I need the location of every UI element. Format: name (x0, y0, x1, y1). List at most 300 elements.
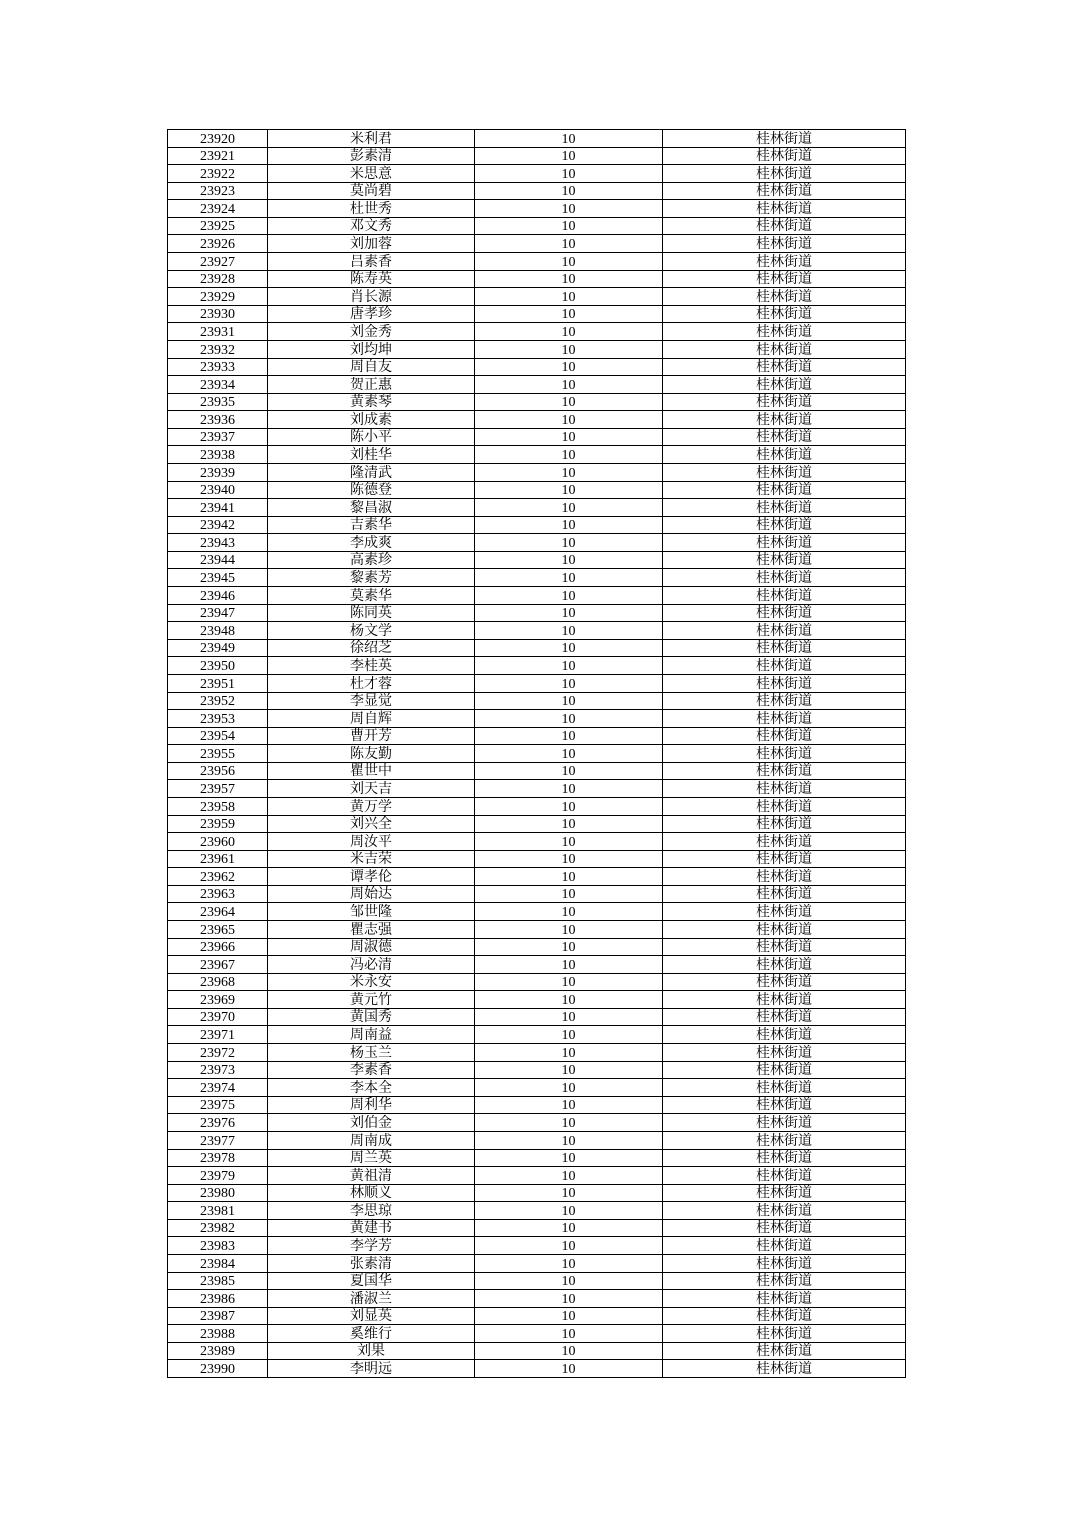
cell-area: 桂林街道 (663, 376, 906, 394)
cell-name: 米永安 (268, 973, 475, 991)
cell-name: 杨玉兰 (268, 1044, 475, 1062)
cell-id: 23928 (168, 270, 268, 288)
cell-amount: 10 (475, 797, 663, 815)
table-row (168, 1061, 906, 1079)
table-row (168, 481, 906, 499)
cell-id: 23970 (168, 1008, 268, 1026)
cell-id: 23923 (168, 182, 268, 200)
cell-id: 23976 (168, 1114, 268, 1132)
cell-amount: 10 (475, 253, 663, 271)
cell-name: 刘兴全 (268, 815, 475, 833)
cell-id: 23937 (168, 428, 268, 446)
table-row (168, 1272, 906, 1290)
cell-amount: 10 (475, 411, 663, 429)
cell-area: 桂林街道 (663, 305, 906, 323)
table-row (168, 1290, 906, 1308)
cell-name: 李成爽 (268, 534, 475, 552)
cell-id: 23925 (168, 217, 268, 235)
cell-id: 23935 (168, 393, 268, 411)
cell-id: 23926 (168, 235, 268, 253)
cell-name: 李本全 (268, 1079, 475, 1097)
cell-amount: 10 (475, 973, 663, 991)
cell-amount: 10 (475, 938, 663, 956)
table-row (168, 868, 906, 886)
cell-id: 23984 (168, 1255, 268, 1273)
cell-amount: 10 (475, 815, 663, 833)
cell-area: 桂林街道 (663, 1061, 906, 1079)
cell-name: 曹开芳 (268, 727, 475, 745)
cell-id: 23962 (168, 868, 268, 886)
cell-id: 23973 (168, 1061, 268, 1079)
cell-id: 23972 (168, 1044, 268, 1062)
cell-area: 桂林街道 (663, 797, 906, 815)
cell-name: 刘加蓉 (268, 235, 475, 253)
cell-id: 23975 (168, 1096, 268, 1114)
cell-area: 桂林街道 (663, 253, 906, 271)
cell-amount: 10 (475, 217, 663, 235)
cell-amount: 10 (475, 1360, 663, 1378)
cell-area: 桂林街道 (663, 235, 906, 253)
table-row (168, 622, 906, 640)
cell-amount: 10 (475, 534, 663, 552)
cell-id: 23948 (168, 622, 268, 640)
table-row (168, 657, 906, 675)
cell-area: 桂林街道 (663, 622, 906, 640)
table-row (168, 446, 906, 464)
cell-area: 桂林街道 (663, 499, 906, 517)
cell-name: 高素珍 (268, 551, 475, 569)
cell-name: 徐绍芝 (268, 639, 475, 657)
cell-amount: 10 (475, 376, 663, 394)
cell-area: 桂林街道 (663, 358, 906, 376)
cell-name: 杜世秀 (268, 200, 475, 218)
cell-name: 刘桂华 (268, 446, 475, 464)
cell-area: 桂林街道 (663, 657, 906, 675)
cell-id: 23955 (168, 745, 268, 763)
cell-id: 23985 (168, 1272, 268, 1290)
cell-id: 23940 (168, 481, 268, 499)
cell-area: 桂林街道 (663, 921, 906, 939)
cell-id: 23959 (168, 815, 268, 833)
cell-amount: 10 (475, 1237, 663, 1255)
cell-name: 陈同英 (268, 604, 475, 622)
cell-area: 桂林街道 (663, 956, 906, 974)
cell-id: 23930 (168, 305, 268, 323)
table-row (168, 710, 906, 728)
table-row (168, 1237, 906, 1255)
cell-name: 潘淑兰 (268, 1290, 475, 1308)
cell-name: 黄万学 (268, 797, 475, 815)
cell-name: 邓文秀 (268, 217, 475, 235)
cell-area: 桂林街道 (663, 1290, 906, 1308)
table-row (168, 411, 906, 429)
cell-area: 桂林街道 (663, 463, 906, 481)
cell-id: 23950 (168, 657, 268, 675)
table-row (168, 991, 906, 1009)
cell-amount: 10 (475, 481, 663, 499)
cell-id: 23932 (168, 340, 268, 358)
cell-area: 桂林街道 (663, 516, 906, 534)
table-row (168, 288, 906, 306)
table-row (168, 780, 906, 798)
cell-area: 桂林街道 (663, 1167, 906, 1185)
table-row (168, 499, 906, 517)
cell-name: 周淑德 (268, 938, 475, 956)
cell-area: 桂林街道 (663, 727, 906, 745)
cell-name: 陈德登 (268, 481, 475, 499)
cell-name: 周南成 (268, 1131, 475, 1149)
cell-amount: 10 (475, 1184, 663, 1202)
cell-name: 周兰英 (268, 1149, 475, 1167)
cell-name: 冯必清 (268, 956, 475, 974)
table-row (168, 551, 906, 569)
cell-amount: 10 (475, 850, 663, 868)
table-row (168, 200, 906, 218)
cell-amount: 10 (475, 727, 663, 745)
cell-area: 桂林街道 (663, 569, 906, 587)
table-row (168, 1044, 906, 1062)
cell-area: 桂林街道 (663, 833, 906, 851)
cell-amount: 10 (475, 1026, 663, 1044)
cell-area: 桂林街道 (663, 745, 906, 763)
cell-amount: 10 (475, 182, 663, 200)
cell-name: 贺正惠 (268, 376, 475, 394)
table-row (168, 1255, 906, 1273)
table-row (168, 833, 906, 851)
table-row (168, 235, 906, 253)
table-row (168, 674, 906, 692)
table-row (168, 376, 906, 394)
table-row (168, 1008, 906, 1026)
cell-name: 黄祖清 (268, 1167, 475, 1185)
cell-name: 李素香 (268, 1061, 475, 1079)
cell-amount: 10 (475, 305, 663, 323)
cell-name: 莫尚碧 (268, 182, 475, 200)
data-table (167, 129, 906, 1378)
table-row (168, 1079, 906, 1097)
cell-name: 周始达 (268, 885, 475, 903)
table-row (168, 569, 906, 587)
cell-id: 23920 (168, 130, 268, 148)
table-row (168, 393, 906, 411)
cell-id: 23941 (168, 499, 268, 517)
cell-id: 23990 (168, 1360, 268, 1378)
cell-id: 23945 (168, 569, 268, 587)
cell-id: 23934 (168, 376, 268, 394)
table-row (168, 516, 906, 534)
cell-id: 23957 (168, 780, 268, 798)
cell-area: 桂林街道 (663, 692, 906, 710)
table-row (168, 1325, 906, 1343)
table-row (168, 797, 906, 815)
cell-name: 黄元竹 (268, 991, 475, 1009)
cell-area: 桂林街道 (663, 200, 906, 218)
cell-id: 23968 (168, 973, 268, 991)
cell-name: 杨文学 (268, 622, 475, 640)
table-row (168, 182, 906, 200)
cell-id: 23936 (168, 411, 268, 429)
table-row (168, 1131, 906, 1149)
cell-area: 桂林街道 (663, 182, 906, 200)
cell-id: 23953 (168, 710, 268, 728)
cell-name: 刘显英 (268, 1307, 475, 1325)
table-row (168, 358, 906, 376)
cell-name: 黄国秀 (268, 1008, 475, 1026)
cell-amount: 10 (475, 692, 663, 710)
cell-name: 李明远 (268, 1360, 475, 1378)
table-row (168, 762, 906, 780)
table-row (168, 1360, 906, 1378)
cell-id: 23952 (168, 692, 268, 710)
cell-area: 桂林街道 (663, 411, 906, 429)
cell-id: 23927 (168, 253, 268, 271)
cell-name: 刘天吉 (268, 780, 475, 798)
cell-id: 23956 (168, 762, 268, 780)
cell-amount: 10 (475, 200, 663, 218)
cell-amount: 10 (475, 270, 663, 288)
cell-id: 23988 (168, 1325, 268, 1343)
cell-amount: 10 (475, 1096, 663, 1114)
cell-amount: 10 (475, 587, 663, 605)
cell-amount: 10 (475, 1307, 663, 1325)
cell-name: 吕素香 (268, 253, 475, 271)
cell-amount: 10 (475, 1061, 663, 1079)
cell-name: 李显觉 (268, 692, 475, 710)
cell-amount: 10 (475, 1272, 663, 1290)
cell-amount: 10 (475, 1342, 663, 1360)
cell-name: 刘均坤 (268, 340, 475, 358)
cell-area: 桂林街道 (663, 973, 906, 991)
cell-id: 23951 (168, 674, 268, 692)
cell-id: 23922 (168, 165, 268, 183)
cell-amount: 10 (475, 1008, 663, 1026)
cell-name: 黄建书 (268, 1219, 475, 1237)
table-row (168, 604, 906, 622)
cell-id: 23971 (168, 1026, 268, 1044)
cell-id: 23966 (168, 938, 268, 956)
cell-id: 23979 (168, 1167, 268, 1185)
cell-area: 桂林街道 (663, 587, 906, 605)
cell-id: 23980 (168, 1184, 268, 1202)
cell-area: 桂林街道 (663, 815, 906, 833)
table-row (168, 903, 906, 921)
cell-area: 桂林街道 (663, 1307, 906, 1325)
cell-id: 23963 (168, 885, 268, 903)
cell-area: 桂林街道 (663, 604, 906, 622)
cell-amount: 10 (475, 1114, 663, 1132)
cell-amount: 10 (475, 393, 663, 411)
cell-name: 谭孝伦 (268, 868, 475, 886)
cell-area: 桂林街道 (663, 710, 906, 728)
cell-amount: 10 (475, 903, 663, 921)
cell-amount: 10 (475, 710, 663, 728)
cell-id: 23944 (168, 551, 268, 569)
table-row (168, 745, 906, 763)
cell-name: 吉素华 (268, 516, 475, 534)
cell-name: 陈小平 (268, 428, 475, 446)
table-row (168, 253, 906, 271)
cell-id: 23958 (168, 797, 268, 815)
cell-area: 桂林街道 (663, 1184, 906, 1202)
cell-amount: 10 (475, 1325, 663, 1343)
cell-name: 彭素清 (268, 147, 475, 165)
cell-area: 桂林街道 (663, 938, 906, 956)
cell-id: 23981 (168, 1202, 268, 1220)
cell-name: 莫素华 (268, 587, 475, 605)
cell-id: 23933 (168, 358, 268, 376)
cell-area: 桂林街道 (663, 1342, 906, 1360)
cell-area: 桂林街道 (663, 1202, 906, 1220)
cell-name: 邹世隆 (268, 903, 475, 921)
cell-area: 桂林街道 (663, 762, 906, 780)
cell-amount: 10 (475, 833, 663, 851)
cell-amount: 10 (475, 622, 663, 640)
cell-area: 桂林街道 (663, 393, 906, 411)
cell-id: 23983 (168, 1237, 268, 1255)
cell-name: 周南益 (268, 1026, 475, 1044)
cell-area: 桂林街道 (663, 1044, 906, 1062)
cell-id: 23949 (168, 639, 268, 657)
cell-area: 桂林街道 (663, 903, 906, 921)
cell-area: 桂林街道 (663, 481, 906, 499)
cell-id: 23982 (168, 1219, 268, 1237)
cell-area: 桂林街道 (663, 1008, 906, 1026)
cell-area: 桂林街道 (663, 288, 906, 306)
table-row (168, 270, 906, 288)
cell-amount: 10 (475, 147, 663, 165)
cell-id: 23978 (168, 1149, 268, 1167)
cell-area: 桂林街道 (663, 270, 906, 288)
cell-amount: 10 (475, 1255, 663, 1273)
cell-amount: 10 (475, 569, 663, 587)
cell-area: 桂林街道 (663, 780, 906, 798)
cell-area: 桂林街道 (663, 428, 906, 446)
cell-name: 隆清武 (268, 463, 475, 481)
cell-name: 刘果 (268, 1342, 475, 1360)
cell-area: 桂林街道 (663, 674, 906, 692)
cell-amount: 10 (475, 499, 663, 517)
table-row (168, 956, 906, 974)
cell-area: 桂林街道 (663, 868, 906, 886)
cell-name: 周利华 (268, 1096, 475, 1114)
cell-amount: 10 (475, 235, 663, 253)
cell-name: 刘金秀 (268, 323, 475, 341)
cell-area: 桂林街道 (663, 147, 906, 165)
cell-amount: 10 (475, 428, 663, 446)
cell-amount: 10 (475, 1167, 663, 1185)
table-row (168, 323, 906, 341)
table-row (168, 1167, 906, 1185)
cell-id: 23931 (168, 323, 268, 341)
cell-amount: 10 (475, 885, 663, 903)
cell-id: 23939 (168, 463, 268, 481)
table-row (168, 727, 906, 745)
cell-area: 桂林街道 (663, 885, 906, 903)
cell-area: 桂林街道 (663, 1149, 906, 1167)
cell-area: 桂林街道 (663, 639, 906, 657)
table-row (168, 147, 906, 165)
cell-id: 23938 (168, 446, 268, 464)
cell-name: 黎昌淑 (268, 499, 475, 517)
cell-amount: 10 (475, 1290, 663, 1308)
table-row (168, 921, 906, 939)
cell-area: 桂林街道 (663, 534, 906, 552)
cell-area: 桂林街道 (663, 850, 906, 868)
table-row (168, 534, 906, 552)
cell-id: 23964 (168, 903, 268, 921)
cell-id: 23921 (168, 147, 268, 165)
cell-name: 刘成素 (268, 411, 475, 429)
table-body (168, 130, 906, 1378)
table-row (168, 1114, 906, 1132)
cell-area: 桂林街道 (663, 323, 906, 341)
cell-area: 桂林街道 (663, 1219, 906, 1237)
table-row (168, 692, 906, 710)
table-row (168, 340, 906, 358)
table-row (168, 1342, 906, 1360)
table-row (168, 165, 906, 183)
cell-amount: 10 (475, 516, 663, 534)
cell-amount: 10 (475, 463, 663, 481)
table-row (168, 1307, 906, 1325)
cell-area: 桂林街道 (663, 1255, 906, 1273)
cell-area: 桂林街道 (663, 340, 906, 358)
cell-area: 桂林街道 (663, 130, 906, 148)
cell-id: 23989 (168, 1342, 268, 1360)
cell-amount: 10 (475, 358, 663, 376)
cell-area: 桂林街道 (663, 1360, 906, 1378)
cell-name: 陈寿英 (268, 270, 475, 288)
cell-name: 肖长源 (268, 288, 475, 306)
cell-name: 瞿志强 (268, 921, 475, 939)
cell-amount: 10 (475, 868, 663, 886)
cell-id: 23960 (168, 833, 268, 851)
cell-area: 桂林街道 (663, 217, 906, 235)
cell-id: 23946 (168, 587, 268, 605)
cell-name: 李思琼 (268, 1202, 475, 1220)
cell-name: 李桂英 (268, 657, 475, 675)
cell-area: 桂林街道 (663, 446, 906, 464)
table-row (168, 305, 906, 323)
cell-amount: 10 (475, 657, 663, 675)
cell-amount: 10 (475, 921, 663, 939)
cell-id: 23974 (168, 1079, 268, 1097)
cell-name: 周自辉 (268, 710, 475, 728)
cell-amount: 10 (475, 745, 663, 763)
cell-id: 23929 (168, 288, 268, 306)
table-row (168, 973, 906, 991)
cell-id: 23965 (168, 921, 268, 939)
table-row (168, 1026, 906, 1044)
table-row (168, 885, 906, 903)
cell-area: 桂林街道 (663, 551, 906, 569)
cell-id: 23987 (168, 1307, 268, 1325)
table-row (168, 938, 906, 956)
table-row (168, 1219, 906, 1237)
table-row (168, 587, 906, 605)
cell-area: 桂林街道 (663, 1079, 906, 1097)
cell-amount: 10 (475, 674, 663, 692)
cell-name: 米思意 (268, 165, 475, 183)
cell-name: 米吉荣 (268, 850, 475, 868)
table-row (168, 1202, 906, 1220)
cell-area: 桂林街道 (663, 1325, 906, 1343)
cell-name: 张素清 (268, 1255, 475, 1273)
cell-amount: 10 (475, 991, 663, 1009)
cell-amount: 10 (475, 165, 663, 183)
table-row (168, 217, 906, 235)
cell-name: 杜才蓉 (268, 674, 475, 692)
